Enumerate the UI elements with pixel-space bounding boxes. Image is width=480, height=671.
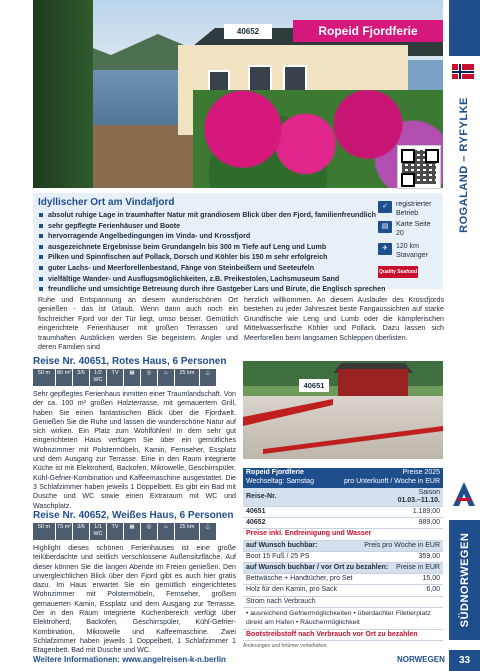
price-column-header: Reise-Nr. Saison 01.03.–11.10. xyxy=(243,488,443,507)
fuel-note: Bootstreibstoff nach Verbrauch vor Ort zu bezahlen xyxy=(243,630,443,641)
offer-2-title: Reise Nr. 40652, Weißes Haus, 6 Personen xyxy=(33,510,234,521)
fishing-icon: ⚓ xyxy=(200,523,216,540)
distance-water-icon: 50 m xyxy=(33,523,55,540)
list-item: ausgezeichnete Ergebnisse beim Grundangeln bis 300 m Tiefe auf Leng und Lumb xyxy=(38,242,373,253)
disclaimer: Änderungen und Irrtümer vorbehalten. xyxy=(243,642,328,649)
table-row: Bettwäsche + Handtücher, pro Set 15,00 xyxy=(243,574,443,585)
list-item: hervorragende Angelbedingungen im Vinda- und Krossfjord xyxy=(38,231,373,242)
bathroom-icon: 1/2 WC xyxy=(90,369,106,386)
offer-code-label: 40652 xyxy=(224,24,272,39)
intro-text-right: herzlich willkommen. An diesem Ausläufer des Krossfjords bestehen zu jeder Jahreszeit beste Fangaussichten auf starke Grundfische wie Leng und Lumb oder die kämpferischen Mittelwasserfische Köhler und Pollack. Dazu lassen sich Meerforellen beim langsamen Schleppen überlisten. xyxy=(244,296,444,342)
photo-code-label: 40651 xyxy=(299,379,329,392)
fireplace-icon: ♨ xyxy=(158,523,174,540)
list-item: vielfältige Wander- und Ausflugsmöglichkeiten, z.B. Preikestolen, Lachsmuseum Sand xyxy=(38,274,373,285)
rooms-icon: 3/6 xyxy=(73,369,89,386)
tv-icon: TV xyxy=(107,369,123,386)
bathroom-icon: 1/1 WC xyxy=(90,523,106,540)
plane-icon: ✈ xyxy=(378,243,392,255)
table-row: Boot 15 Fuß / 25 PS 359,00 xyxy=(243,552,443,563)
dishwasher-icon: ▦ xyxy=(124,523,140,540)
washing-machine-icon: ◎ xyxy=(141,523,157,540)
footer-info-link[interactable]: Weitere Informationen: www.angelreisen-k-n.berlin xyxy=(33,655,226,664)
area-icon: 80 m² xyxy=(56,369,72,386)
list-item: freundliche und umsichtige Betreuung durch ihre Gastgeber Lars und Birute, die Englisch sprechen xyxy=(38,284,373,295)
certificate-icon: ✓ xyxy=(378,201,392,213)
table-row: 40652 989,00 xyxy=(243,518,443,529)
side-top-bar xyxy=(449,0,480,56)
map-icon: ▤ xyxy=(378,221,392,233)
map-reference: ▤ Karte Seite 20 xyxy=(378,221,436,238)
distance-shop-icon: 25 km xyxy=(175,523,199,540)
footer-country: NORWEGEN xyxy=(397,655,445,664)
distance-water-icon: 50 m xyxy=(33,369,55,386)
region-label: ROGALAND – RYFYLKE xyxy=(458,97,470,233)
list-item: sehr gepflegte Ferienhäuser und Boote xyxy=(38,221,373,232)
offer-1-amenities xyxy=(33,369,217,386)
fishing-icon: ⚓ xyxy=(200,369,216,386)
offer-2-description: Highlight dieses schönen Ferienhauses ist eine große teilüberdachte und seitlich verschlossene Außensitzfläche. Auf dieser können Sie die langen Abende im Freien genießen. Den unvergleichlichen Blick über den Fjord gibt es auch hier gratis dazu. Im Haus erwartet Sie ein gemütlich eingerichtetes Wohnzimmer mit Polstermöbeln, Fernseher, großem gemauerten Kamin, Essplatz und dem Ausgang zur Terrasse. Der in den Raum integrierte Küchenbereich verfügt über Elektroherd, Backofen, Geschirrspüler, Kühl-Gefrier-Kombination, Mikrowelle und Kaffeemaschine. Zwei Schlafzimmer haben jeweils 1 Doppelbett, 1 Schlafzimmer 1 Etagenbett. Bad mit Dusche und WC. xyxy=(33,544,236,655)
registered-badge: ✓ registrierter Betrieb xyxy=(378,201,444,218)
area-icon: 73 m² xyxy=(56,523,72,540)
fireplace-icon: ♨ xyxy=(158,369,174,386)
table-row: 40651 1.189,00 xyxy=(243,507,443,518)
highlights-title: Idyllischer Ort am Vindafjord xyxy=(38,197,175,208)
distance-info: ✈ 120 km Stavanger xyxy=(378,243,440,260)
price-inclusion-note: Preise inkl. Endreinigung und Wasser xyxy=(243,529,443,540)
quality-seafood-logo: Quality Seafood xyxy=(378,266,418,278)
offer-title-banner: Ropeid Fjordferie xyxy=(293,20,443,42)
onsite-payment-header: auf Wunsch buchbar / vor Ort zu bezahlen: Preise in EUR xyxy=(243,563,443,574)
table-row: Strom nach Verbrauch xyxy=(243,597,443,608)
qr-code-icon[interactable] xyxy=(397,145,441,189)
offer-1-description: Sehr gepflegtes Ferienhaus inmitten einer Traumlandschaft. Von der ca. 100 m² großen Holzterrasse, mit gemauertem Grill, haben Sie einen fantastischen Blick über die Fjordwelt. Genießen Sie die Ruhe und lassen die wunderschöne Natur auf sich wirken. Ein Platz zum Wohlfühlen! In dem sehr gut eingerichteten Haus verfügen Sie über ein gemütliches Wohnzimmer mit Polstermöbeln, Kamin, Fernseher, Essplatz und dem Ausgang zur Terrasse. Eine in den Raum integrierte Küche ist mit Elektroherd, Backofen, Mikrowelle, Geschirrspüler, Kühl-Gefrier-Kombination und Kaffeemaschine ausgestattet. Die 3 Schlafzimmer haben jeweils 1 Doppelbett. Es gibt ein Bad mit Dusche und WC sowie einen Extraraum mit WC und Waschplatz. xyxy=(33,390,236,510)
washing-machine-icon: ◎ xyxy=(141,369,157,386)
rooms-icon: 3/6 xyxy=(73,523,89,540)
norway-flag-icon xyxy=(452,64,474,79)
list-item: absolut ruhige Lage in traumhafter Natur mit grandiosem Blick über den Fjord, familienfreundlich xyxy=(38,210,373,221)
page-number: 33 xyxy=(449,650,480,671)
dishwasher-icon: ▦ xyxy=(124,369,140,386)
company-logo-icon xyxy=(451,480,477,508)
red-house-photo xyxy=(243,361,443,459)
list-item: guter Lachs- und Meerforellenbestand, Fänge von Steinbeißern und Seeteufeln xyxy=(38,263,373,274)
tv-icon: TV xyxy=(107,523,123,540)
country-region-label: SÜDNORWEGEN xyxy=(449,520,480,640)
distance-shop-icon: 25 km xyxy=(175,369,199,386)
price-table-header: Ropeid Fjordferie Wechseltag: Samstag Preise 2025 pro Unterkunft / Woche in EUR xyxy=(243,468,443,488)
offer-1-title: Reise Nr. 40651, Rotes Haus, 6 Personen xyxy=(33,356,227,367)
list-item: Pilken und Spinnfischen auf Pollack, Dorsch und Köhler bis 150 m sehr erfolgreich xyxy=(38,252,373,263)
offer-2-amenities xyxy=(33,523,217,540)
price-table xyxy=(243,468,443,649)
table-row: Holz für den Kamin, pro Sack 6,00 xyxy=(243,585,443,596)
highlights-list xyxy=(38,210,386,295)
amenities-note: • ausreichend Gefriermöglichkeiten • überdachter Filetierplatz direkt am Hafen • Räuchermöglichkeit xyxy=(243,608,443,630)
intro-text-left: Ruhe und Entspannung an diesem wunderschönen Ort genießen - das ist Urlaub. Wenn dann auch noch ein fischreicher Fjord vor der Tür liegt, umso besser. Gemütlich eingerichtete Ferienhäuser mit großen Terrassen und traumhaften Ausblicken werden Sie begeistern. Angler und deren Familien sind xyxy=(38,296,238,352)
optional-booking-header: auf Wunsch buchbar: Preis pro Woche in EUR xyxy=(243,541,443,552)
